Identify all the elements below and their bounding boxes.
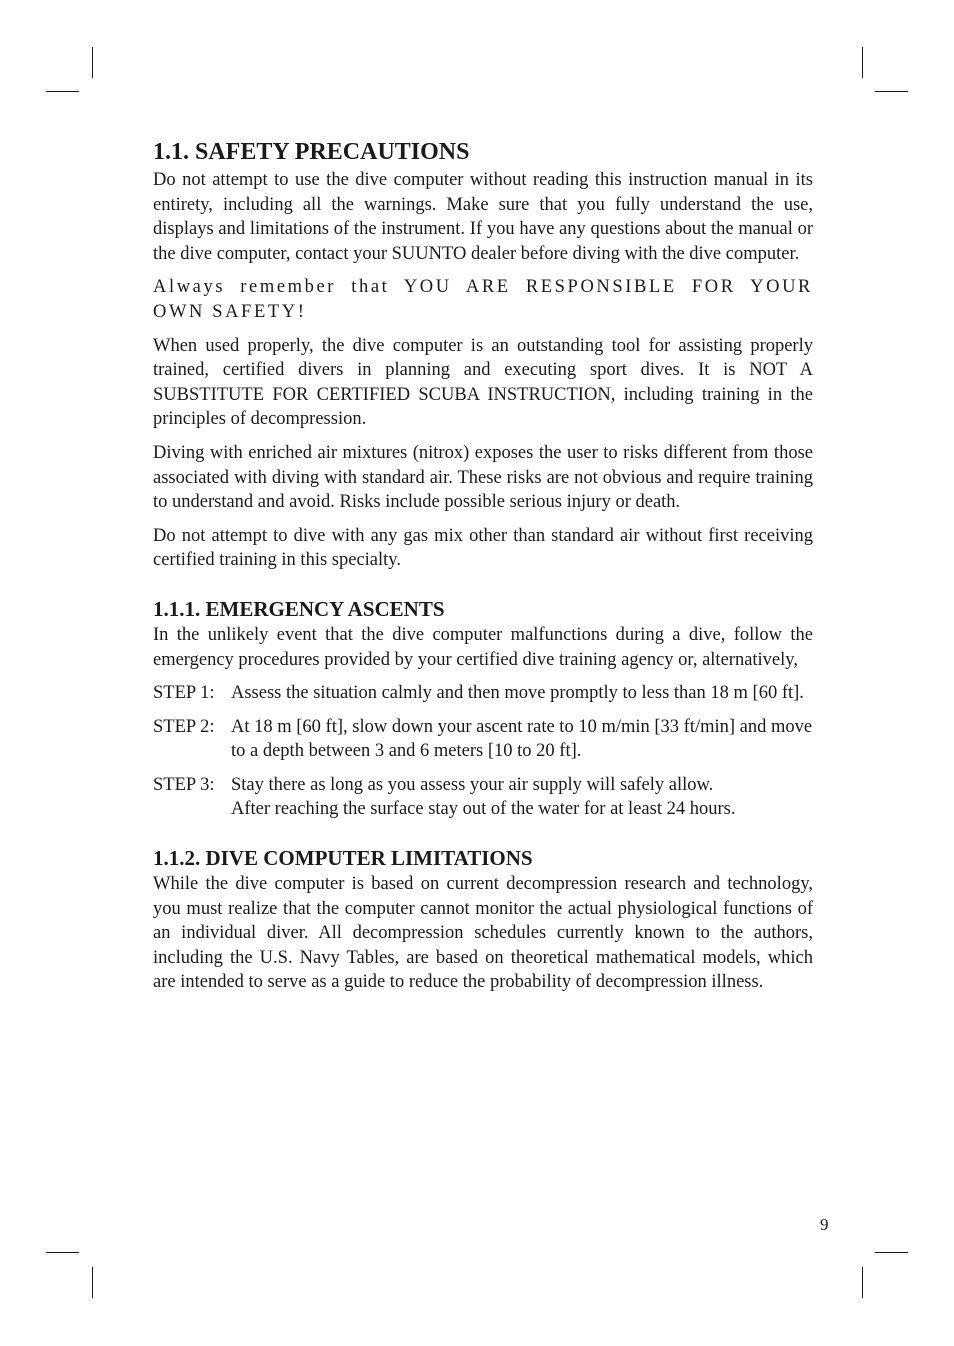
- subsection-title-dive-computer-limitations: 1.1.2. DIVE COMPUTER LIMITATIONS: [153, 846, 533, 871]
- body-paragraph: Do not attempt to dive with any gas mix other than standard air without first receiving certified training in this specialty.: [153, 525, 813, 571]
- subsection-title-emergency-ascents: 1.1.1. EMERGENCY ASCENTS: [153, 596, 445, 621]
- crop-mark: [862, 47, 863, 78]
- page-content: [153, 136, 813, 995]
- step-item: [153, 681, 813, 706]
- step-item: [153, 715, 813, 764]
- crop-mark: [46, 1252, 79, 1253]
- body-paragraph: Always remember that YOU ARE RESPONSIBLE FOR YOUR OWN SAFETY!: [153, 277, 813, 322]
- crop-mark: [92, 1267, 93, 1298]
- step-label: STEP 3:: [153, 774, 215, 795]
- body-paragraph: While the dive computer is based on current decompression research and technology, you must realize that the computer cannot monitor the actual physiological functions of an individual diver. All decompression schedules currently known to the authors, including the U.S. Navy Tables, are based on theoretical mathematical models, which are intended to serve as a guide to reduce the probability of decompression illness.: [153, 874, 813, 993]
- step-text: After reaching the surface stay out of the water for at least 24 hours.: [231, 799, 736, 820]
- step-label: STEP 1:: [153, 683, 215, 704]
- step-text-group: [231, 773, 813, 822]
- crop-mark: [875, 91, 908, 92]
- step-text: At 18 m [60 ft], slow down your ascent rate to 10 m/min [33 ft/min] and move to a depth between 3 and 6 meters [10 to 20 ft].: [231, 716, 813, 762]
- body-paragraph: In the unlikely event that the dive computer malfunctions during a dive, follow the emergency procedures provided by your certified dive training agency or, alternatively,: [153, 624, 813, 670]
- body-paragraph: Do not attempt to use the dive computer without reading this instruction manual in its entirety, including all the warnings. Make sure that you fully understand the use, displays and limitations of the instrument. If you have any questions about the manual or the dive computer, contact your SUUNTO dealer before diving with the dive computer.: [153, 170, 813, 264]
- crop-mark: [46, 91, 79, 92]
- page-number: 9: [820, 1215, 829, 1234]
- section-title: 1.1. SAFETY PRECAUTIONS: [153, 139, 470, 165]
- step-text: Stay there as long as you assess your air supply will safely allow.: [231, 774, 714, 795]
- crop-mark: [875, 1252, 908, 1253]
- crop-mark: [92, 47, 93, 78]
- body-paragraph: When used properly, the dive computer is an outstanding tool for assisting properly trained, certified divers in planning and executing sport dives. It is NOT A SUBSTITUTE FOR CERTIFIED SCUBA INSTRUCTION, including training in the principles of decompression.: [153, 335, 813, 430]
- step-text: Assess the situation calmly and then move promptly to less than 18 m [60 ft].: [231, 683, 804, 704]
- body-paragraph: Diving with enriched air mixtures (nitrox) exposes the user to risks different from those associated with diving with standard air. These risks are not obvious and require training to understand and avoid. Risks include possible serious injury or death.: [153, 442, 813, 513]
- step-label: STEP 2:: [153, 716, 215, 737]
- step-item: [153, 773, 813, 822]
- crop-mark: [862, 1267, 863, 1298]
